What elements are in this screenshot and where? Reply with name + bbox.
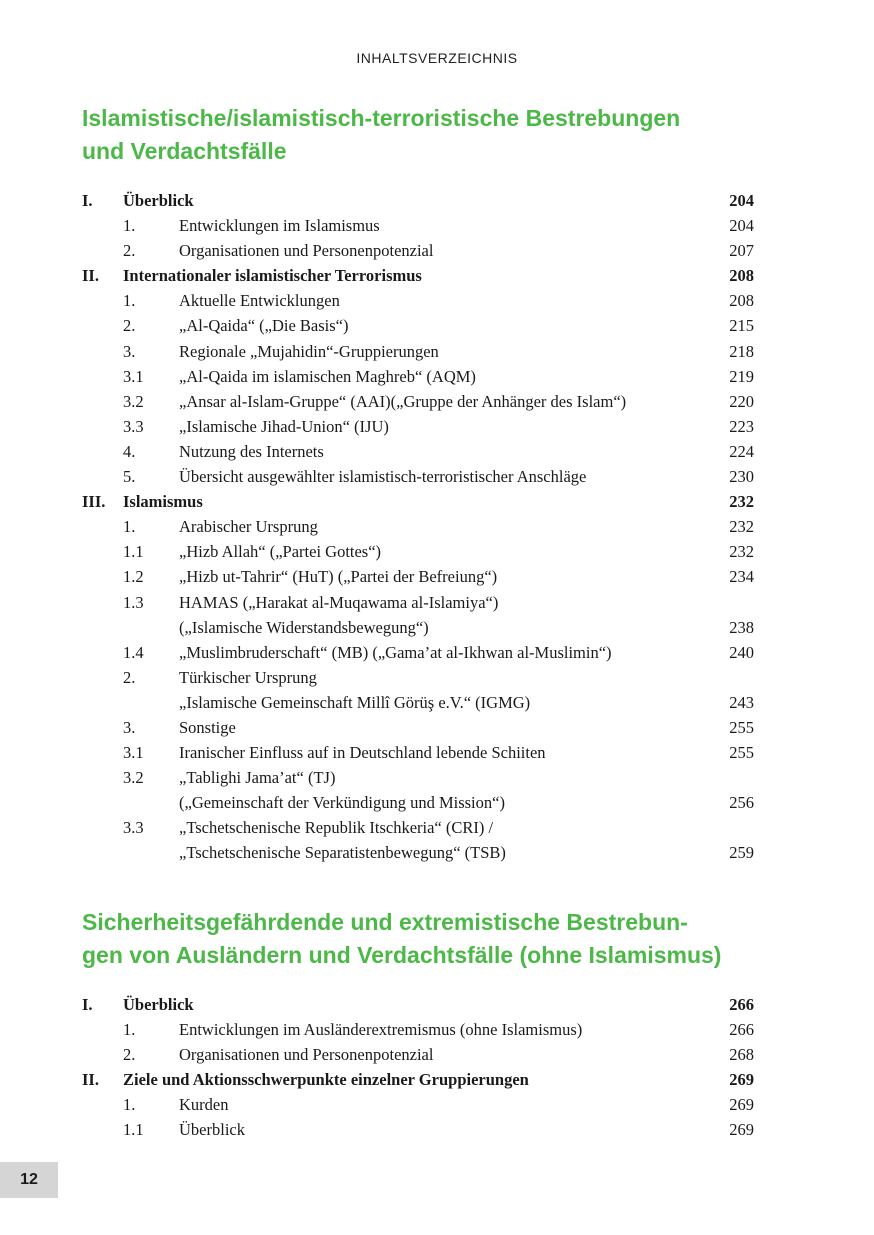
- toc-entry-page: 268: [729, 1045, 754, 1065]
- toc-entry-row: [82, 790, 772, 815]
- toc-entry-row: [82, 288, 772, 313]
- toc-entry-row: [82, 690, 772, 715]
- toc-entry-row: [82, 815, 772, 840]
- toc-entry-title: „Islamische Jihad-Union“ (IJU): [179, 416, 389, 436]
- toc-entry-page: 234: [729, 567, 754, 587]
- toc-entry-number: 1.: [123, 1020, 136, 1040]
- toc-entry-title: „Muslimbruderschaft“ (MB) („Gama’at al-Ikhwan al-Muslimin“): [179, 642, 612, 662]
- toc-entry-row: [82, 539, 772, 564]
- toc-entry-page: 219: [729, 366, 754, 386]
- toc-entry-title: Sonstige: [179, 717, 236, 737]
- toc-entry-row: [82, 640, 772, 665]
- toc-entry-page: 204: [729, 216, 754, 236]
- toc-entry-number: 1.1: [123, 542, 144, 562]
- toc-entry-page: 232: [729, 517, 754, 537]
- toc-entry-number: 1.2: [123, 567, 144, 587]
- toc-entry-number: 3.: [123, 717, 136, 737]
- toc-entry-title: HAMAS („Harakat al-Muqawama al-Islamiya“): [179, 592, 499, 612]
- toc-entry-row: [82, 564, 772, 589]
- toc-entry-number: 1.: [123, 216, 136, 236]
- toc-entry-row: [82, 364, 772, 389]
- toc-entry-page: 220: [729, 391, 754, 411]
- toc-entry-number: 3.3: [123, 416, 144, 436]
- toc-entry-title: „Tschetschenische Republik Itschkeria“ (CRI) /: [179, 818, 494, 838]
- toc-entry-page: 269: [729, 1120, 754, 1140]
- toc-chapter-row: [82, 489, 772, 514]
- toc-entry-number: II.: [82, 1070, 99, 1090]
- toc-entry-number: I.: [82, 191, 93, 210]
- toc-entry-number: 3.: [123, 341, 136, 361]
- toc-chapter-row: [82, 992, 772, 1017]
- toc-chapter-row: [82, 263, 772, 288]
- toc-entry-title: „Tschetschenische Separatistenbewegung“ (TSB): [179, 843, 506, 863]
- toc-entry-number: 3.3: [123, 818, 144, 838]
- toc-section-islamism: [82, 102, 772, 866]
- toc-entry-row: [82, 840, 772, 865]
- toc-entry-row: [82, 464, 772, 489]
- toc-entry-page: 208: [729, 266, 754, 286]
- toc-entry-row: [82, 740, 772, 765]
- toc-entry-title: Islamismus: [123, 492, 203, 512]
- toc-entry-title: „Al-Qaida“ („Die Basis“): [179, 316, 349, 336]
- toc-entry-page: 207: [729, 241, 754, 261]
- section-title-line: Islamistische/islamistisch-terroristische Bestrebungen: [82, 105, 681, 131]
- toc-entry-number: 2.: [123, 1045, 136, 1065]
- toc-entry-number: 3.1: [123, 743, 144, 763]
- toc-entry-title: Aktuelle Entwicklungen: [179, 291, 340, 311]
- toc-entry-page: 240: [729, 642, 754, 662]
- toc-entry-number: II.: [82, 266, 99, 286]
- toc-entry-number: 2.: [123, 667, 136, 687]
- toc-entry-title: Ziele und Aktionsschwerpunkte einzelner Gruppierungen: [123, 1070, 529, 1090]
- toc-entry-title: „Tablighi Jama’at“ (TJ): [179, 768, 336, 788]
- toc-entry-row: [82, 765, 772, 790]
- toc-entry-row: [82, 339, 772, 364]
- toc-entry-title: Übersicht ausgewählter islamistisch-terroristischer Anschläge: [179, 467, 587, 487]
- toc-entry-number: 1.1: [123, 1120, 144, 1140]
- running-head: INHALTSVERZEICHNIS: [356, 50, 518, 66]
- toc-entry-number: III.: [82, 492, 106, 512]
- toc-entry-row: [82, 1117, 772, 1142]
- toc-entry-title: Türkischer Ursprung: [179, 667, 317, 687]
- toc-entry-page: 266: [729, 995, 754, 1014]
- toc-list: [82, 188, 772, 866]
- section-title-line: gen von Ausländern und Verdachtsfälle (ohne Islamismus): [82, 942, 722, 968]
- toc-entry-title: Regionale „Mujahidin“-Gruppierungen: [179, 341, 439, 361]
- page-number: 12: [0, 1162, 58, 1198]
- toc-entry-page: 224: [729, 441, 754, 461]
- toc-entry-number: I.: [82, 995, 93, 1014]
- toc-entry-row: [82, 615, 772, 640]
- toc-entry-number: 2.: [123, 316, 136, 336]
- toc-entry-title: „Islamische Gemeinschaft Millî Görüş e.V.“ (IGMG): [179, 692, 531, 712]
- toc-entry-page: 218: [729, 341, 754, 361]
- toc-entry-page: 232: [729, 492, 754, 512]
- toc-entry-page: 232: [729, 542, 754, 562]
- toc-entry-row: [82, 439, 772, 464]
- toc-entry-number: 1.3: [123, 592, 144, 612]
- toc-entry-page: 238: [729, 617, 754, 637]
- toc-entry-number: 3.1: [123, 366, 144, 386]
- toc-entry-row: [82, 313, 772, 338]
- toc-entry-page: 269: [729, 1095, 754, 1115]
- toc-entry-title: „Hizb ut-Tahrir“ (HuT) („Partei der Befreiung“): [179, 567, 498, 587]
- toc-entry-page: 266: [729, 1020, 754, 1040]
- toc-entry-page: 208: [729, 291, 754, 311]
- section-title-line: und Verdachtsfälle: [82, 138, 287, 164]
- toc-entry-row: [82, 715, 772, 740]
- toc-entry-number: 3.2: [123, 391, 144, 411]
- section-title: [82, 906, 772, 972]
- toc-entry-row: [82, 238, 772, 263]
- toc-entry-title: Überblick: [179, 1120, 245, 1140]
- toc-entry-title: Entwicklungen im Islamismus: [179, 216, 380, 236]
- toc-entry-title: („Islamische Widerstandsbewegung“): [179, 617, 429, 637]
- toc-entry-number: 1.: [123, 291, 136, 311]
- toc-entry-title: „Al-Qaida im islamischen Maghreb“ (AQM): [179, 366, 476, 386]
- toc-entry-page: 259: [729, 843, 754, 863]
- toc-entry-page: 255: [729, 717, 754, 737]
- toc-entry-title: („Gemeinschaft der Verkündigung und Mission“): [179, 793, 505, 813]
- toc-entry-page: 215: [729, 316, 754, 336]
- toc-entry-title: Überblick: [123, 191, 194, 210]
- toc-entry-title: Nutzung des Internets: [179, 441, 324, 461]
- toc-entry-row: [82, 1042, 772, 1067]
- toc-entry-page: 223: [729, 416, 754, 436]
- toc-entry-row: [82, 213, 772, 238]
- toc-entry-page: 243: [729, 692, 754, 712]
- toc-entry-number: 2.: [123, 241, 136, 261]
- toc-entry-row: [82, 389, 772, 414]
- toc-entry-page: 204: [729, 191, 754, 210]
- toc-entry-page: 255: [729, 743, 754, 763]
- toc-entry-page: 230: [729, 467, 754, 487]
- toc-entry-number: 1.: [123, 517, 136, 537]
- toc-entry-title: Organisationen und Personenpotenzial: [179, 1045, 434, 1065]
- toc-chapter-row: [82, 188, 772, 213]
- toc-entry-row: [82, 1017, 772, 1042]
- toc-entry-title: Überblick: [123, 995, 194, 1014]
- toc-list: [82, 992, 772, 1143]
- toc-entry-title: Iranischer Einfluss auf in Deutschland lebende Schiiten: [179, 743, 546, 763]
- toc-entry-page: 269: [729, 1070, 754, 1090]
- toc-entry-row: [82, 1092, 772, 1117]
- section-title-line: Sicherheitsgefährdende und extremistische Bestrebun-: [82, 909, 688, 935]
- toc-entry-number: 1.4: [123, 642, 144, 662]
- toc-chapter-row: [82, 1067, 772, 1092]
- toc-entry-row: [82, 590, 772, 615]
- toc-entry-number: 4.: [123, 441, 136, 461]
- toc-entry-number: 3.2: [123, 768, 144, 788]
- toc-entry-title: Arabischer Ursprung: [179, 517, 318, 537]
- toc-entry-page: 256: [729, 793, 754, 813]
- section-title: [82, 102, 772, 168]
- toc-entry-title: Organisationen und Personenpotenzial: [179, 241, 434, 261]
- toc-entry-title: Internationaler islamistischer Terrorismus: [123, 266, 422, 286]
- toc-entry-number: 5.: [123, 467, 136, 487]
- toc-entry-row: [82, 665, 772, 690]
- toc-entry-title: Entwicklungen im Ausländerextremismus (ohne Islamismus): [179, 1020, 583, 1040]
- toc-entry-title: Kurden: [179, 1095, 229, 1115]
- toc-entry-title: „Ansar al-Islam-Gruppe“ (AAI)(„Gruppe der Anhänger des Islam“): [179, 391, 627, 411]
- toc-entry-title: „Hizb Allah“ („Partei Gottes“): [179, 542, 382, 562]
- toc-section-foreign-extremism: [82, 906, 772, 1143]
- toc-entry-row: [82, 414, 772, 439]
- toc-entry-row: [82, 514, 772, 539]
- toc-entry-number: 1.: [123, 1095, 136, 1115]
